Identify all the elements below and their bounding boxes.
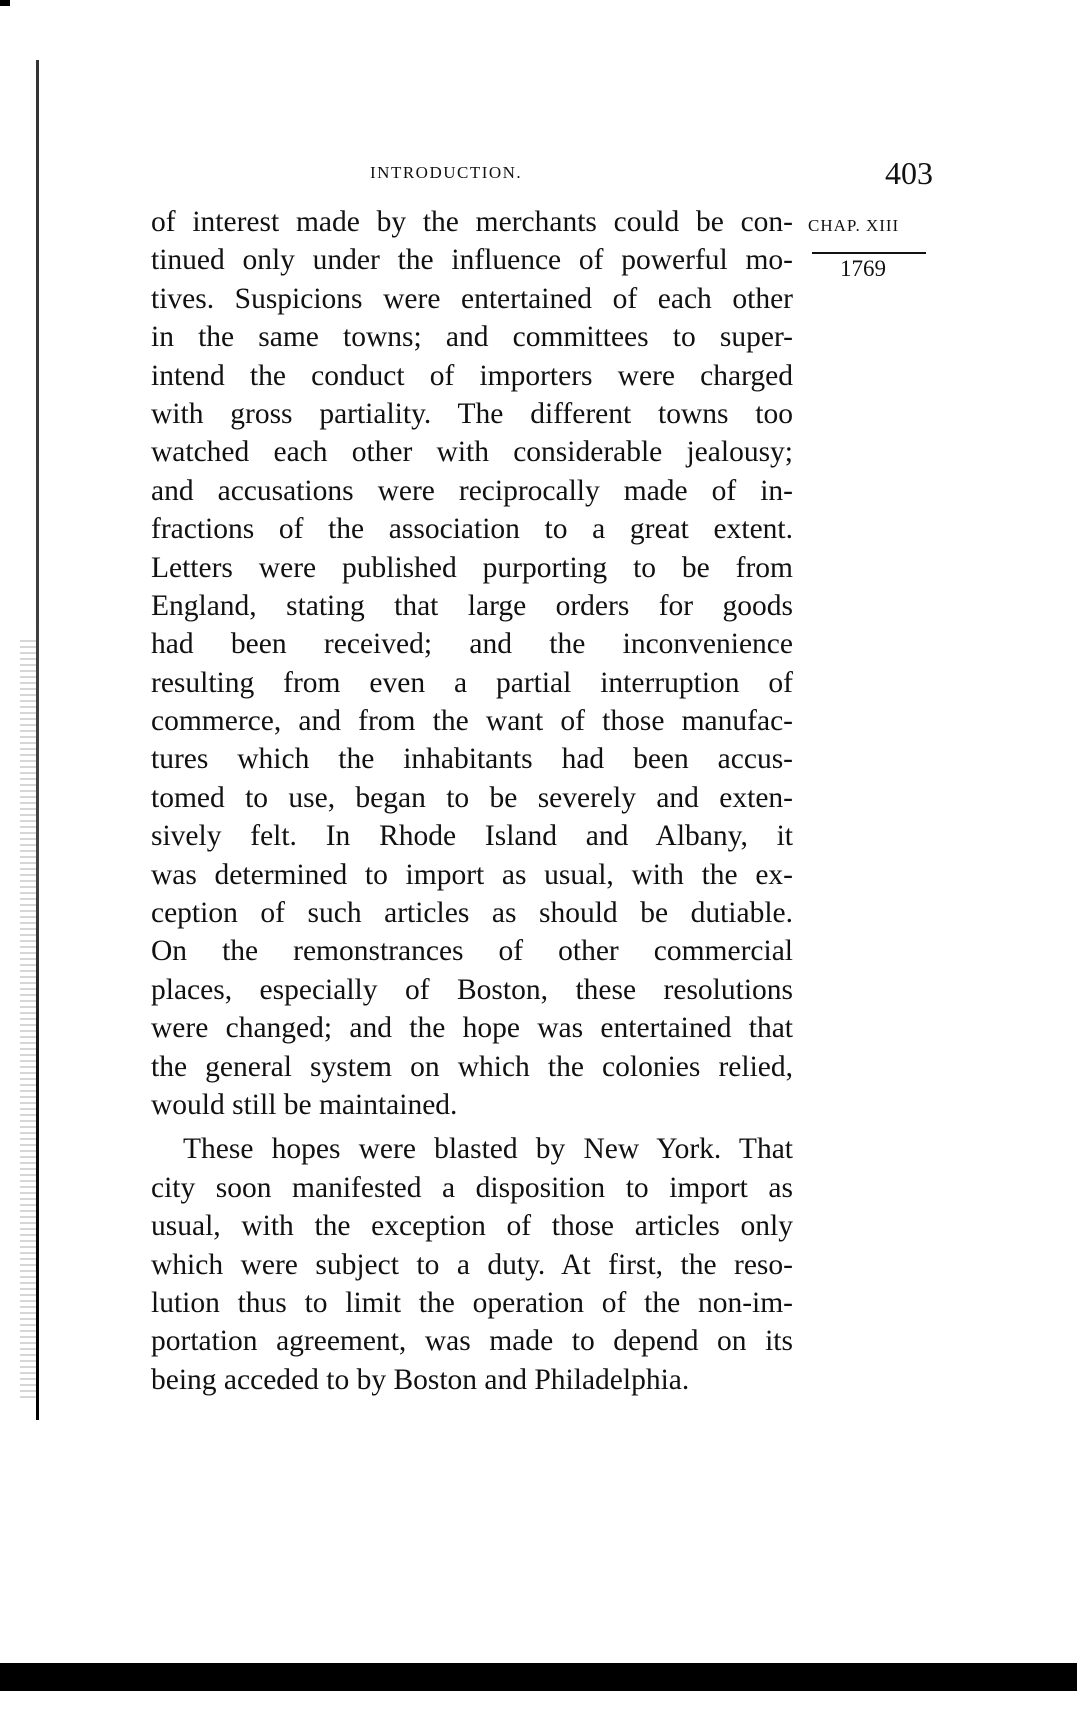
paragraph-1 (151, 203, 793, 1124)
text-line: the general system on which the colonies relied, (151, 1050, 793, 1083)
paragraph-2 (151, 1130, 793, 1399)
text-line: tures which the inhabitants had been accus- (151, 743, 793, 776)
text-line: portation agreement, was made to depend on its (151, 1325, 793, 1358)
body-text (151, 203, 793, 1399)
text-line: had been received; and the inconvenience (151, 628, 793, 661)
text-line: commerce, and from the want of those manufac- (151, 705, 793, 738)
margin-rule (812, 252, 926, 254)
text-line: would still be maintained. (151, 1088, 458, 1121)
text-line: intend the conduct of importers were charged (151, 359, 793, 392)
text-line: of interest made by the merchants could be con- (151, 206, 793, 238)
page-number: 403 (885, 155, 933, 191)
text-line: These hopes were blasted by New York. That (183, 1133, 793, 1166)
text-line: On the remonstrances of other commercial (151, 935, 793, 968)
text-line: in the same towns; and committees to super- (151, 321, 793, 354)
text-line: city soon manifested a disposition to import as (151, 1171, 793, 1204)
text-line: with gross partiality. The different towns too (151, 397, 793, 430)
page-edge-line (36, 60, 39, 1420)
text-line: resulting from even a partial interruption of (151, 666, 793, 699)
margin-year: 1769 (840, 256, 886, 281)
text-line: tinued only under the influence of powerful mo- (151, 244, 793, 277)
text-line: being acceded to by Boston and Philadelphia. (151, 1363, 690, 1396)
running-title: INTRODUCTION. (370, 163, 523, 182)
margin-chapter: CHAP. XIII (808, 216, 900, 235)
text-line: fractions of the association to a great extent. (151, 513, 793, 546)
scan-artifact (0, 0, 10, 6)
text-line: ception of such articles as should be dutiable. (151, 897, 793, 930)
scan-bottom-edge (0, 1663, 1077, 1691)
text-line: sively felt. In Rhode Island and Albany, it (151, 820, 793, 853)
text-line: tomed to use, began to be severely and exten- (151, 781, 793, 814)
text-line: usual, with the exception of those articles only (151, 1210, 793, 1243)
text-line: Letters were published purporting to be from (151, 551, 793, 584)
text-line: lution thus to limit the operation of the non-im- (151, 1286, 793, 1319)
text-line: watched each other with considerable jealousy; (151, 436, 793, 469)
text-line: was determined to import as usual, with the ex- (151, 858, 793, 891)
text-line: places, especially of Boston, these resolutions (151, 973, 793, 1006)
text-line: England, stating that large orders for goods (151, 589, 793, 622)
text-line: and accusations were reciprocally made of in- (151, 474, 793, 507)
text-line: tives. Suspicions were entertained of each other (151, 282, 793, 315)
text-line: were changed; and the hope was entertained that (151, 1012, 793, 1045)
text-line: which were subject to a duty. At first, the reso- (151, 1248, 793, 1281)
